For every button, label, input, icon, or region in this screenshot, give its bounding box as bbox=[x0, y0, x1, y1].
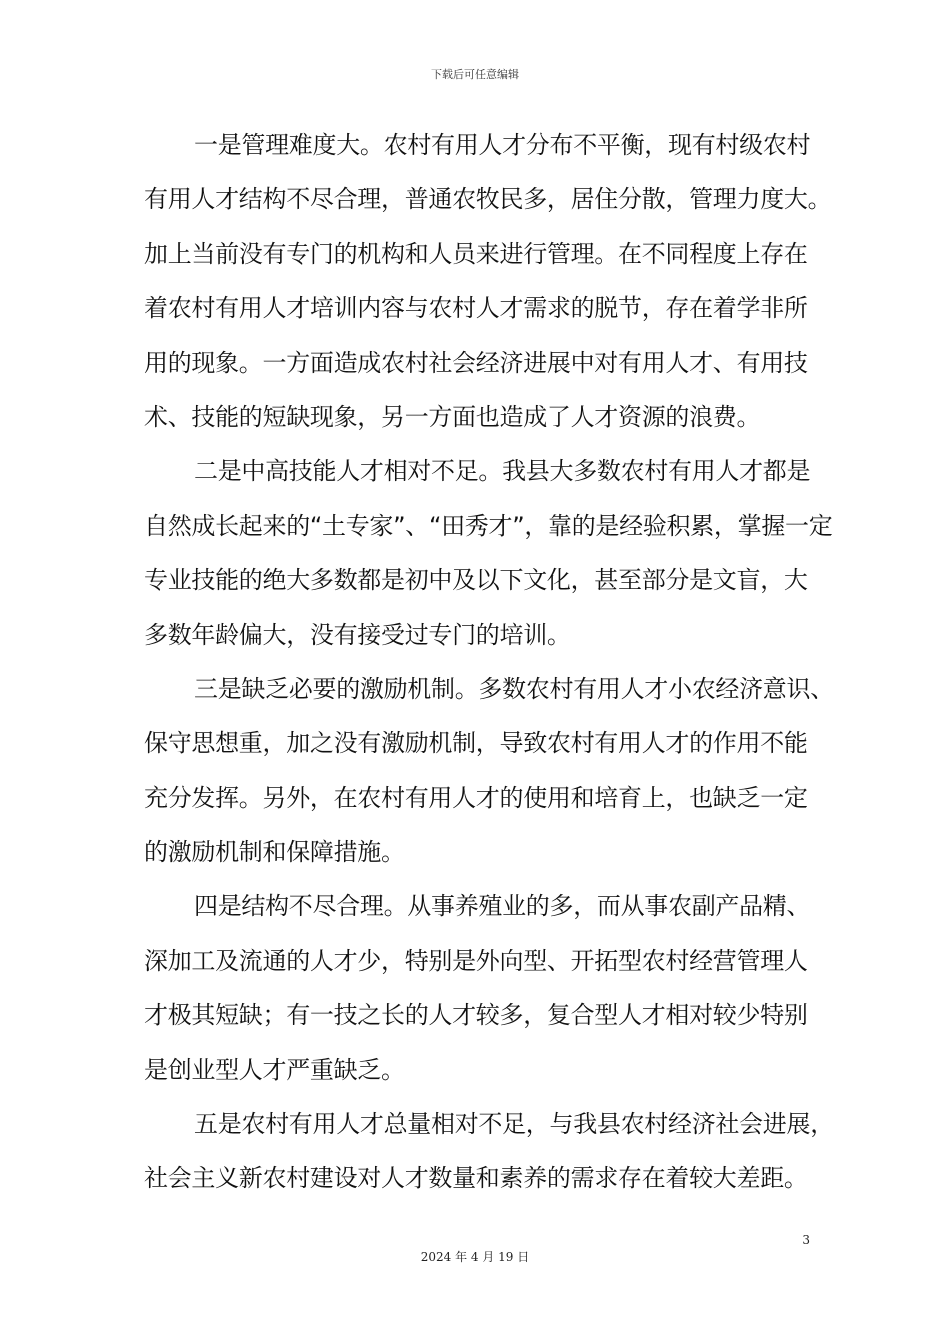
paragraph-3-line-3: 充分发挥。另外，在农村有用人才的使用和培育上，也缺乏一定 bbox=[144, 783, 808, 812]
body-text bbox=[144, 118, 834, 1206]
paragraph-2-line-2: 自然成长起来的“土专家”、“田秀才”，靠的是经验积累，掌握一定 bbox=[144, 511, 833, 540]
paragraph-1-line-1: 一是管理难度大。农村有用人才分布不平衡，现有村级农村 bbox=[194, 131, 811, 159]
paragraph-4-line-1: 四是结构不尽合理。从事养殖业的多，而从事农副产品精、 bbox=[194, 892, 811, 921]
footer-date: 2024 年 4 月 19 日 bbox=[420, 1250, 530, 1264]
paragraph-1-line-5: 用的现象。一方面造成农村社会经济进展中对有用人才、有用技 bbox=[144, 348, 808, 377]
paragraph-2-line-4: 多数年龄偏大，没有接受过专门的培训。 bbox=[144, 620, 571, 649]
page-number: 3 bbox=[802, 1233, 810, 1247]
paragraph-3-line-1: 三是缺乏必要的激励机制。多数农村有用人才小农经济意识、 bbox=[194, 674, 834, 703]
paragraph-1-line-3: 加上当前没有专门的机构和人员来进行管理。在不同程度上存在 bbox=[144, 239, 808, 268]
paragraph-1-line-2: 有用人才结构不尽合理，普通农牧民多，居住分散，管理力度大。 bbox=[144, 185, 832, 214]
paragraph-4-line-2: 深加工及流通的人才少，特别是外向型、开拓型农村经营管理人 bbox=[144, 946, 808, 975]
paragraph-2-line-3: 专业技能的绝大多数都是初中及以下文化，甚至部分是文盲，大 bbox=[144, 566, 808, 595]
paragraph-2-line-1: 二是中高技能人才相对不足。我县大多数农村有用人才都是 bbox=[194, 457, 811, 486]
paragraph-3-line-4: 的激励机制和保障措施。 bbox=[144, 838, 405, 867]
page-header: 下载后可任意编辑 bbox=[431, 68, 519, 81]
paragraph-5-line-2: 社会主义新农村建设对人才数量和素养的需求存在着较大差距。 bbox=[144, 1164, 808, 1193]
paragraph-5-line-1: 五是农村有用人才总量相对不足，与我县农村经济社会进展， bbox=[194, 1110, 834, 1139]
paragraph-1-line-6: 术、技能的短缺现象，另一方面也造成了人才资源的浪费。 bbox=[144, 402, 761, 431]
paragraph-1-line-4: 着农村有用人才培训内容与农村人才需求的脱节，存在着学非所 bbox=[144, 294, 808, 323]
paragraph-4-line-3: 才极其短缺；有一技之长的人才较多，复合型人才相对较少特别 bbox=[144, 1001, 808, 1030]
paragraph-3-line-2: 保守思想重，加之没有激励机制，导致农村有用人才的作用不能 bbox=[144, 729, 808, 758]
paragraph-4-line-4: 是创业型人才严重缺乏。 bbox=[144, 1055, 405, 1084]
